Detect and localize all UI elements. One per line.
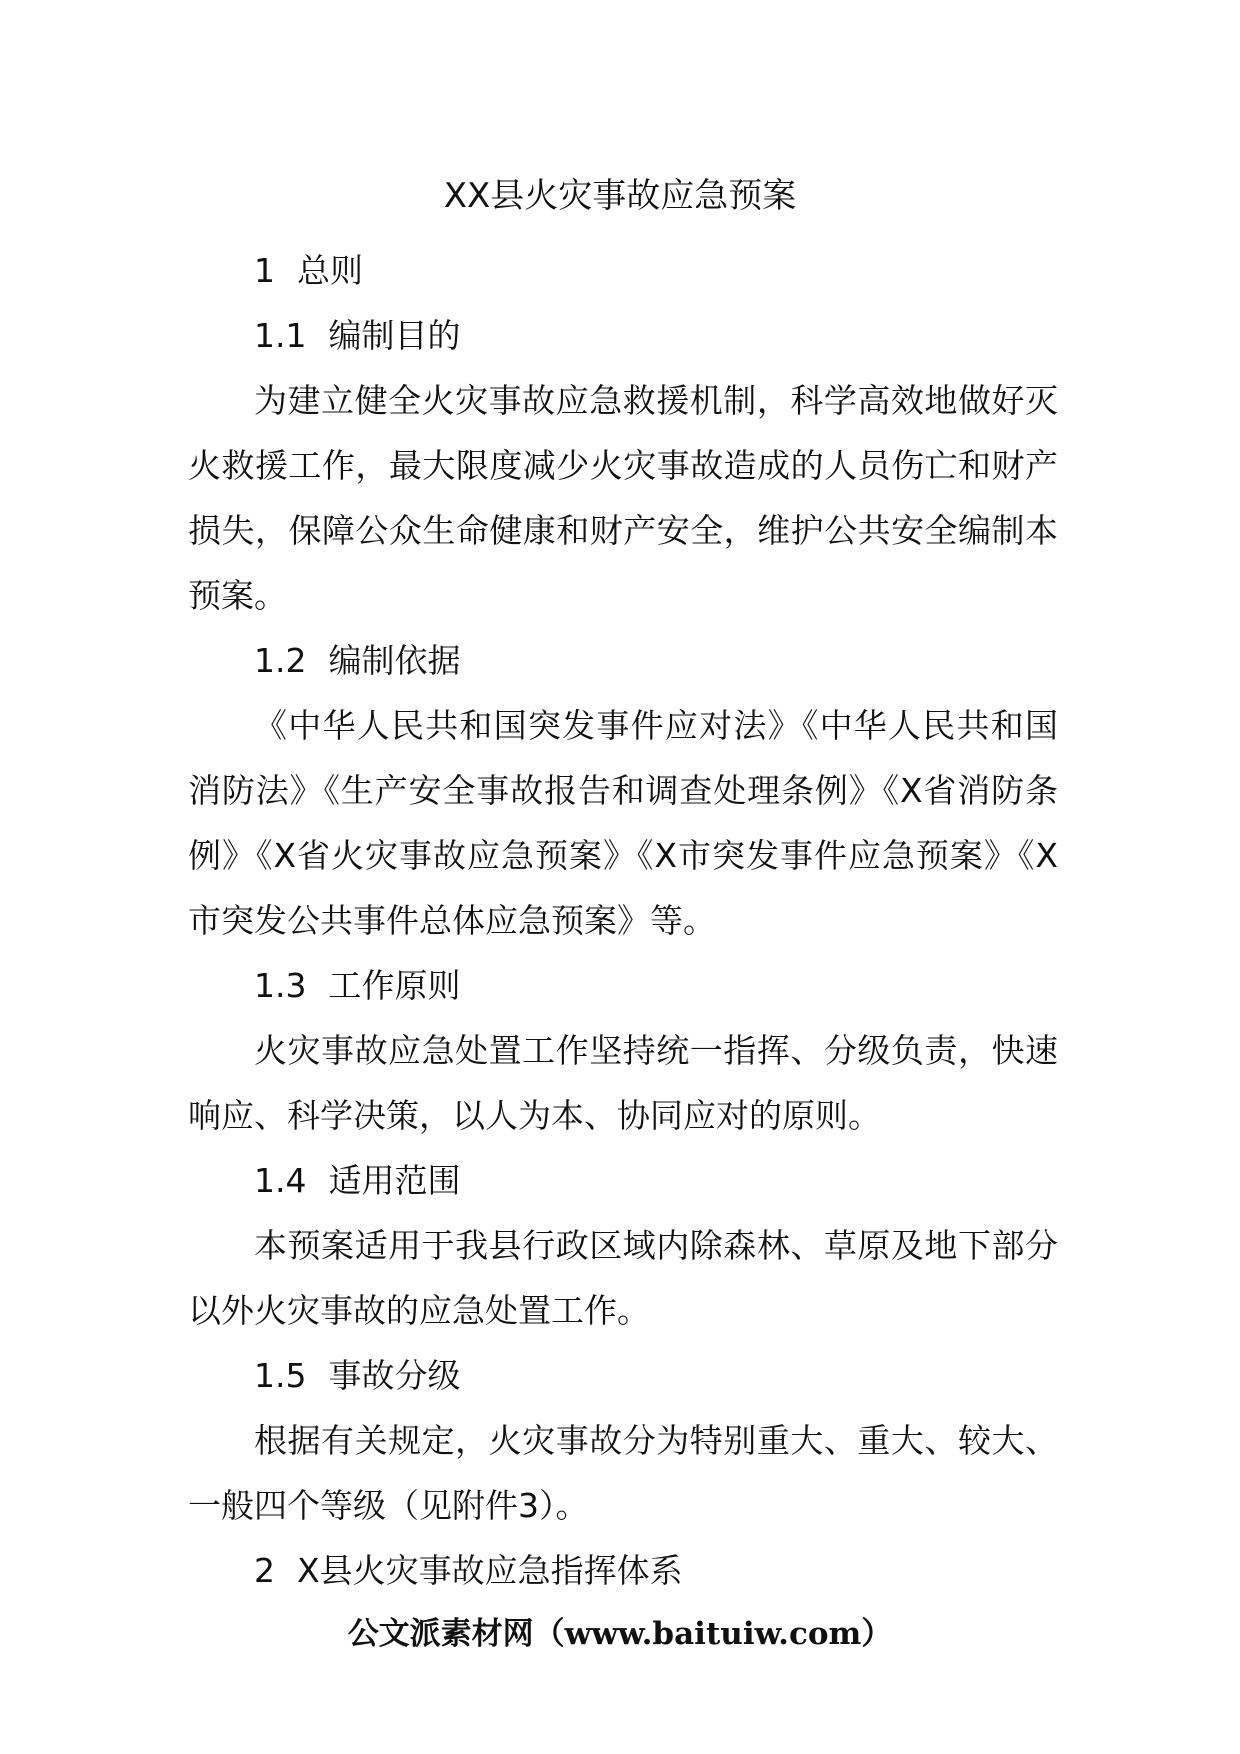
section-number: 1.1 xyxy=(254,316,307,355)
section-title: 编制目的 xyxy=(328,316,461,355)
section-heading-1-4 xyxy=(188,1148,1058,1213)
footer-watermark: 公文派素材网（www.baituiw.com） xyxy=(347,1616,893,1652)
document-title: XX县火灾事故应急预案 xyxy=(443,176,797,216)
section-title: 事故分级 xyxy=(328,1356,461,1395)
paragraph-basis: 《中华人民共和国突发事件应对法》《中华人民共和国消防法》《生产安全事故报告和调查处理条例》《X省消防条例》《X省火灾事故应急预案》《X市突发事件应急预案》《X市突发公共事件总体应急预案》等。 xyxy=(188,706,1058,940)
paragraph-principles: 火灾事故应急处置工作坚持统一指挥、分级负责，快速响应、科学决策，以人为本、协同应对的原则。 xyxy=(188,1031,1058,1135)
section-heading-1-1 xyxy=(188,303,1058,368)
section-number: 1.3 xyxy=(254,966,307,1005)
section-heading-2 xyxy=(188,1538,1058,1603)
section-title: 总则 xyxy=(297,251,363,290)
section-heading-1-3 xyxy=(188,953,1058,1018)
section-title: 编制依据 xyxy=(328,641,461,680)
section-number: 1.5 xyxy=(254,1356,307,1395)
section-number: 2 xyxy=(254,1551,275,1590)
document-body xyxy=(188,238,1058,1603)
paragraph-classification: 根据有关规定，火灾事故分为特别重大、重大、较大、一般四个等级（见附件3）。 xyxy=(188,1421,1058,1525)
section-number: 1 xyxy=(254,251,275,290)
section-heading-1-5 xyxy=(188,1343,1058,1408)
section-title: X县火灾事故应急指挥体系 xyxy=(297,1551,683,1590)
paragraph-scope: 本预案适用于我县行政区域内除森林、草原及地下部分以外火灾事故的应急处置工作。 xyxy=(188,1226,1058,1330)
section-heading-1-2 xyxy=(188,628,1058,693)
section-title: 适用范围 xyxy=(328,1161,461,1200)
section-number: 1.2 xyxy=(254,641,307,680)
section-title: 工作原则 xyxy=(328,966,461,1005)
section-number: 1.4 xyxy=(254,1161,307,1200)
paragraph-purpose: 为建立健全火灾事故应急救援机制，科学高效地做好灭火救援工作，最大限度减少火灾事故造成的人员伤亡和财产损失，保障公众生命健康和财产安全，维护公共安全编制本预案。 xyxy=(188,381,1058,615)
section-heading-1 xyxy=(188,238,1058,303)
